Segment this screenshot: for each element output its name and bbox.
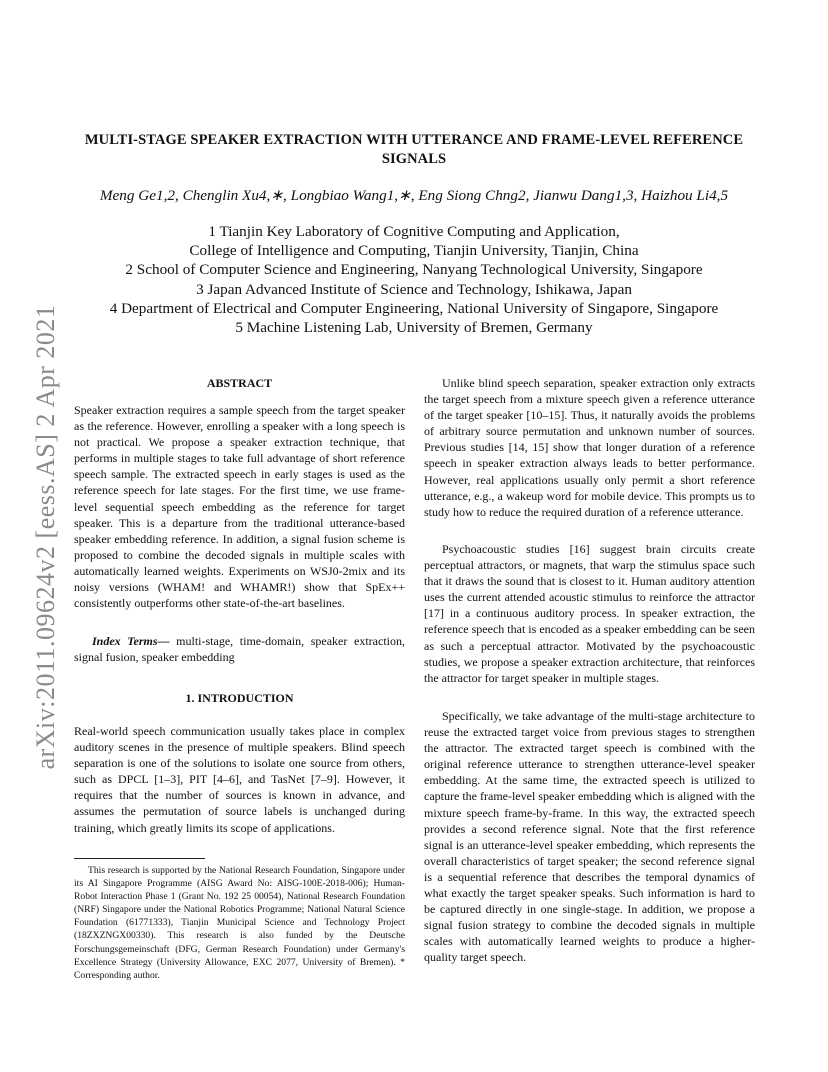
footnote-rule: [74, 858, 205, 859]
affiliation-line: 2 School of Computer Science and Engineering, Nanyang Technological University, Singapore: [125, 261, 703, 279]
arxiv-identifier: arXiv:2011.09624v2 [eess.AS] 2 Apr 2021: [31, 304, 60, 770]
paper-title: MULTI-STAGE SPEAKER EXTRACTION WITH UTTERANCE AND FRAME-LEVEL REFERENCE SIGNALS: [84, 132, 744, 167]
affiliation-line: College of Intelligence and Computing, Tianjin University, Tianjin, China: [189, 242, 639, 260]
affiliation-line: 5 Machine Listening Lab, University of Bremen, Germany: [235, 319, 593, 337]
affiliation-line: 4 Department of Electrical and Computer Engineering, National University of Singapore, Singapore: [109, 299, 719, 317]
abstract-heading: ABSTRACT: [206, 376, 273, 390]
body-paragraph: Unlike blind speech separation, speaker extraction only extracts the target speech from a mixture speech given a reference utterance of the target speaker [10–15]. Thus, it naturally avoids the problems of arbitrary source permutation and unknown number of sources. Previous studies [14, 15] show that longer duration of a reference speech in speaker extraction always leads to better performance. However, real applications usually only permit a short reference utterance, e.g., a wakeup word for mobile device. This prompts us to study how to reduce the required duration of a reference utterance.: [424, 376, 755, 519]
affiliation-line: 1 Tianjin Key Laboratory of Cognitive Computing and Application,: [208, 223, 620, 240]
arxiv-sidebar: [22, 0, 62, 1072]
body-paragraph: Psychoacoustic studies [16] suggest brain circuits create perceptual attractors, or magnets, that warp the stimulus space such that it draws the sound that is closest to it. Human auditory attention uses the current attended acoustic stimulus to reinforce the attractor [17] in a continuous auditory process. In speaker extraction, the reference speech that is encoded as a speaker embedding can be seen as such a perceptual attractor. Motivated by the psychoacoustic studies, we propose a speaker extraction architecture, that reinforces the attractor for target speaker in multiple stages.: [424, 542, 755, 685]
affiliations: [60, 222, 768, 337]
index-terms-label: Index Terms—: [92, 634, 170, 648]
index-terms: [74, 633, 405, 665]
body-paragraph: Specifically, we take advantage of the multi-stage architecture to reuse the extracted target voice from previous stages to strengthen the attractor. The extracted target speech is combined with the original reference utterance to strengthen utterance-level speaker embedding. At the same time, the extracted speech is utilized to capture the frame-level speaker embedding which is aligned with the mixture speech frame-by-frame. In this way, the extracted speech provides a second reference signal. Note that the first reference signal is an utterance-level speaker embedding, which represents the overall characteristics of target speaker; the second reference signal is a sequential reference that describes the temporal dynamics of what exactly the target speaker speaks. Such information is hard to be captured directly in one single-stage. In addition, we propose a signal fusion strategy to combine the decoded signals in multiple scales with automatically learned weights to produce a higher-quality target speech.: [424, 709, 755, 965]
intro-paragraph: Real-world speech communication usually takes place in complex auditory scenes in the presence of multiple speakers. Blind speech separation is one of the solutions to isolate one source from others, such as DPCL [1–3], PIT [4–6], and TasNet [7–9]. However, it requires that the number of sources is known in advance, and assumes the permutation of source labels is unchanged during training, which greatly limits its scope of applications.: [74, 724, 405, 835]
abstract-text: Speaker extraction requires a sample speech from the target speaker as the reference. However, enrolling a speaker with a long speech is not practical. We propose a speaker extraction technique, that performs in multiple stages to take full advantage of short reference speech sample. The extracted speech in early stages is used as the reference speech for late stages. For the first time, we use frame-level sequential speech embedding as the reference for target speaker. This is a departure from the traditional utterance-based speaker embedding reference. In addition, a signal fusion scheme is proposed to combine the decoded signals in multiple scales with automatically learned weights. Experiments on WSJ0-2mix and its noisy versions (WHAM! and WHAMR!) show that SpEx++ consistently outperforms other state-of-the-art baselines.: [74, 403, 405, 611]
index-terms-text: multi-stage, time-domain, speaker extraction, signal fusion, speaker embedding: [74, 634, 405, 665]
author-list: Meng Ge1,2, Chenglin Xu4,∗, Longbiao Wang1,∗, Eng Siong Chng2, Jianwu Dang1,3, Haizhou Li4,5: [99, 187, 729, 204]
introduction-heading: 1. INTRODUCTION: [185, 691, 294, 705]
footnote: This research is supported by the National Research Foundation, Singapore under its AI Singapore Programme (AISG Award No: AISG-100E-2018-006); Human-Robot Interaction Phase 1 (Grant No. 192 25 00054), National Research Foundation (NRF) Singapore under the National Robotics Programme; National Natural Science Foundation (61771333), Tianjin Municipal Science and Technology Project (18ZXZNGX00330). This research is also funded by the Deutsche Forschungsgemeinschaft (DFG, German Research Foundation) under Germany's Excellence Strategy (University Allowance, EXC 2077, University of Bremen). * Corresponding author.: [74, 865, 405, 981]
affiliation-line: 3 Japan Advanced Institute of Science and Technology, Ishikawa, Japan: [196, 280, 632, 298]
